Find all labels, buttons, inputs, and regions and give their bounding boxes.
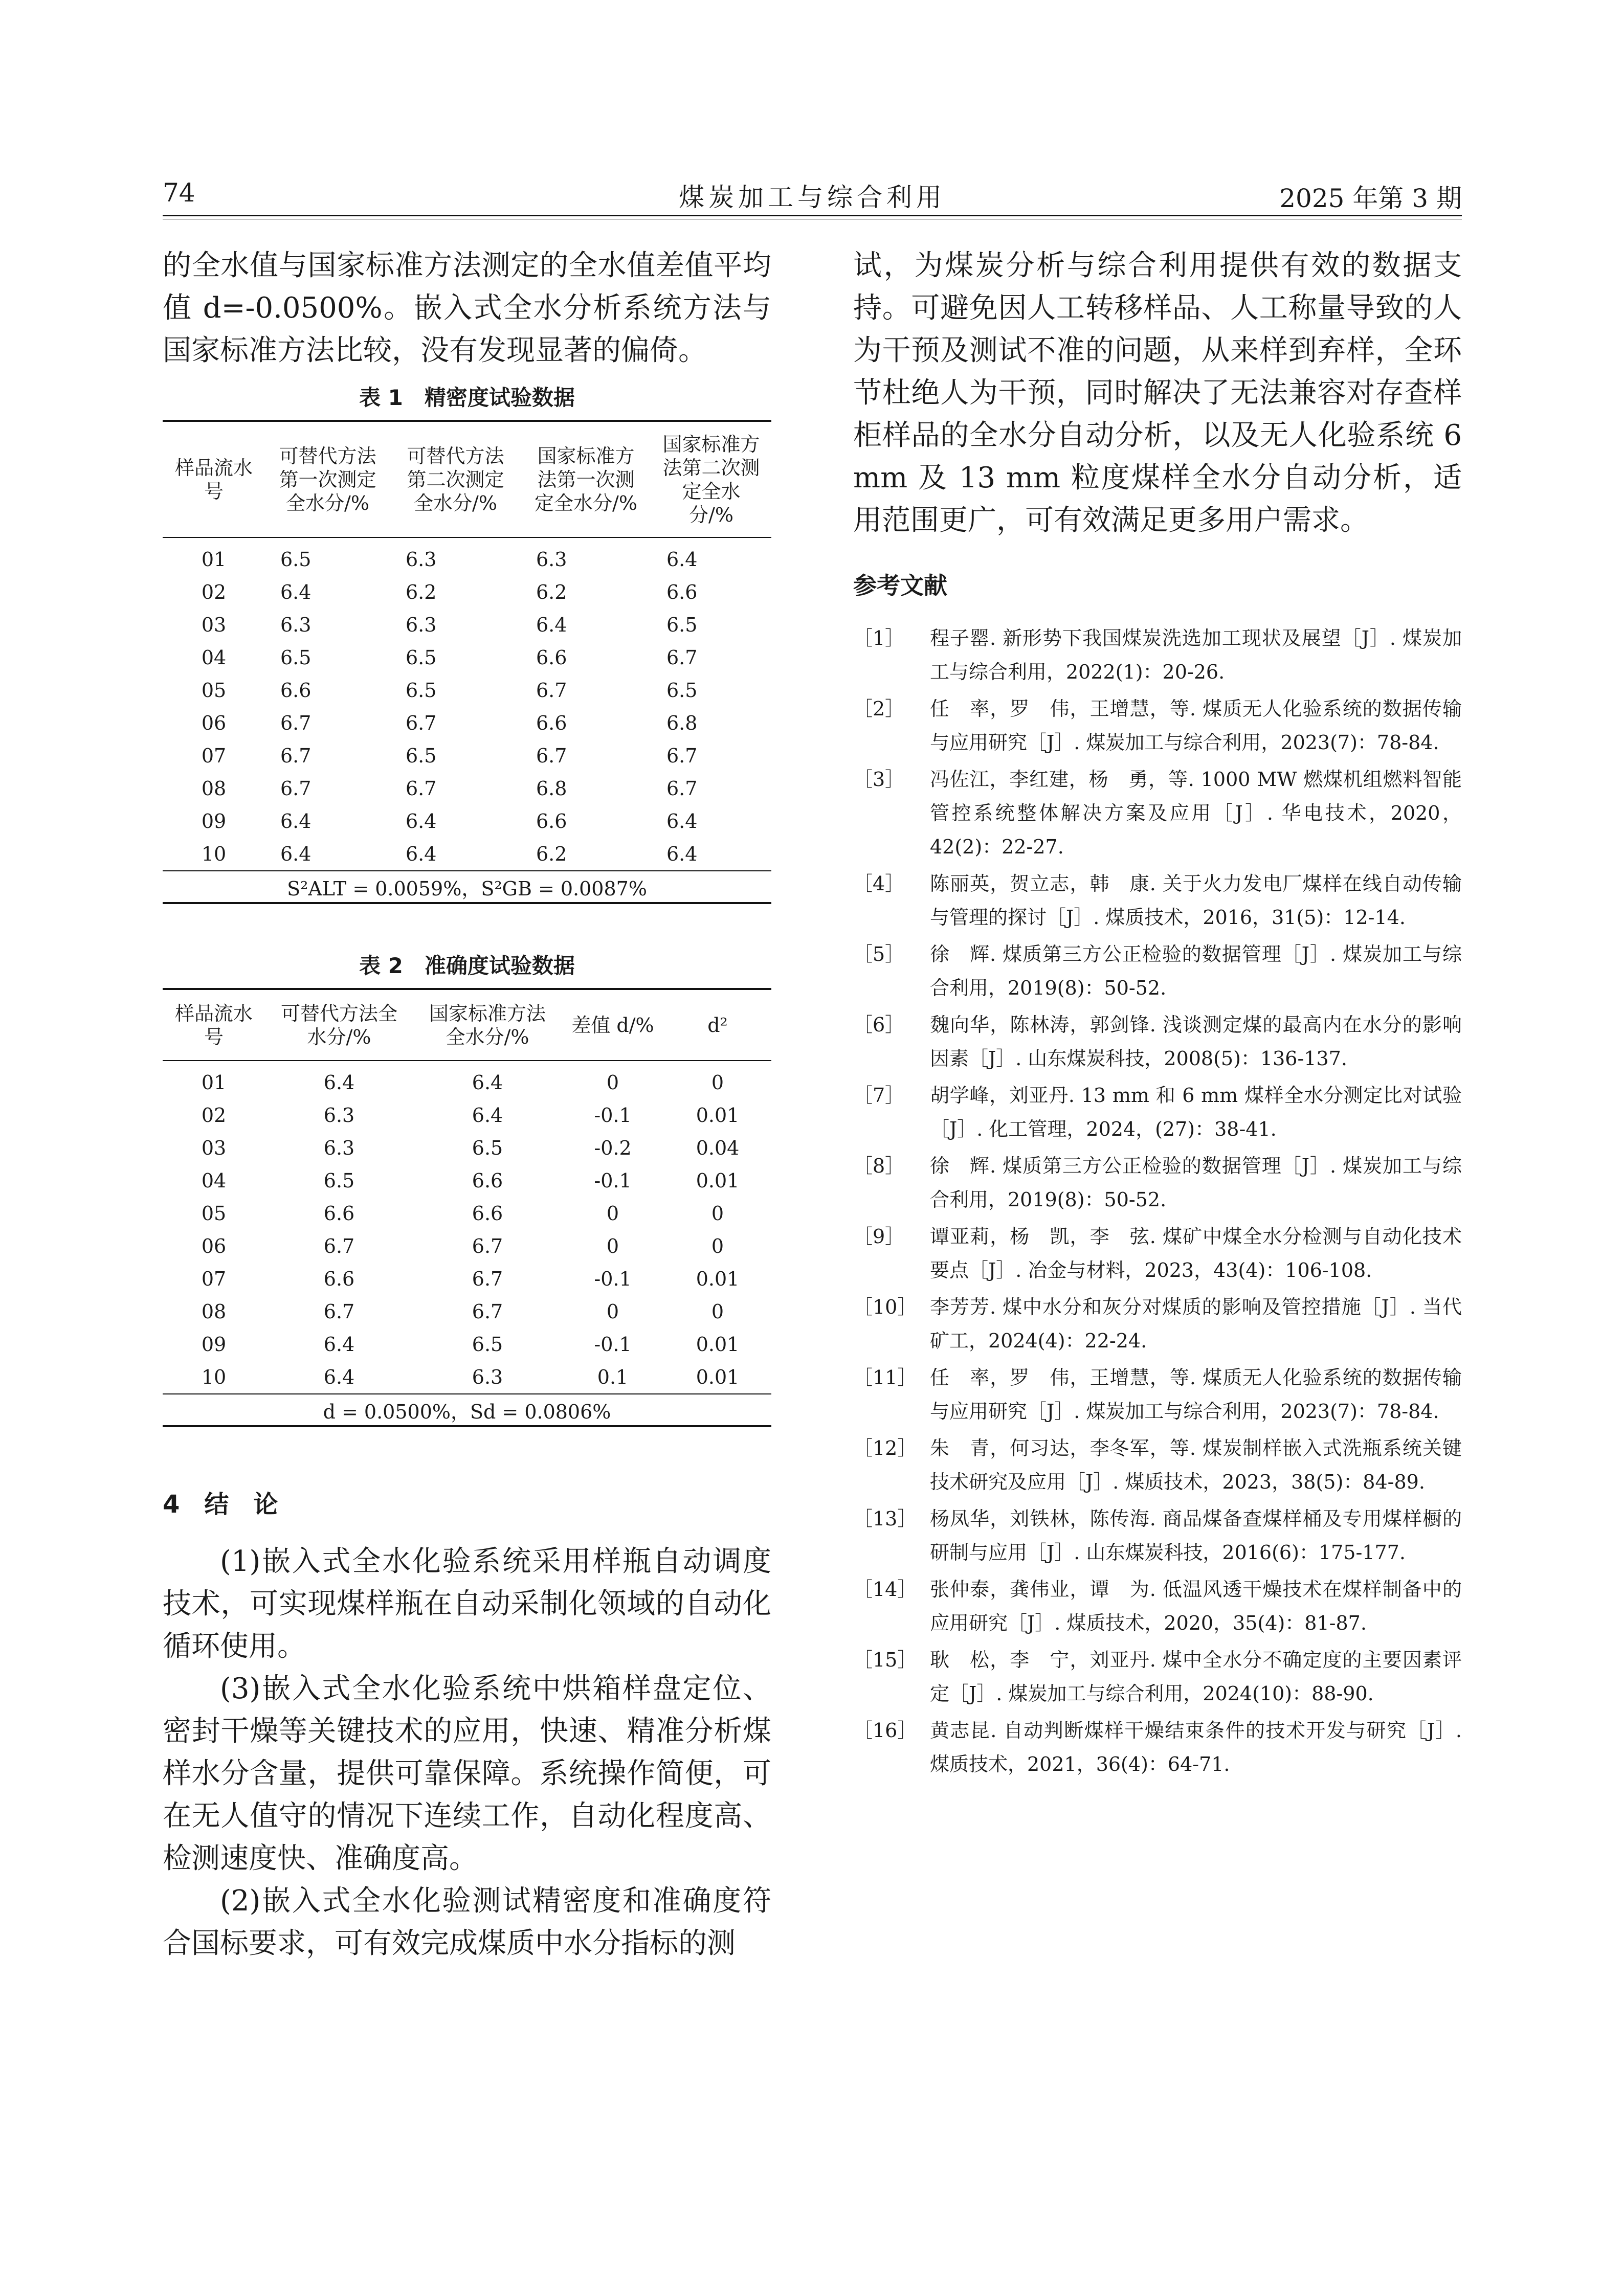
- table1-cell: 6.2: [536, 843, 567, 865]
- table1-cell: 04: [201, 646, 227, 669]
- table2-row: [163, 1061, 771, 1099]
- table1-header-row: [163, 421, 771, 537]
- conclusion-paragraph-3: (2)嵌入式全水化验测试精密度和准确度符合国标要求，可有效完成煤质中水分指标的测: [163, 1884, 771, 1960]
- issue-label: 2025 年第 3 期: [1279, 184, 1462, 213]
- table1-row: [163, 609, 771, 641]
- table1-cell: 6.7: [666, 777, 698, 800]
- journal-title: 煤炭加工与综合利用: [679, 183, 946, 212]
- reference-item: [853, 1714, 1462, 1781]
- table2-cell: 6.7: [472, 1300, 503, 1323]
- table2-cell: 6.4: [323, 1333, 355, 1356]
- reference-list: [853, 621, 1462, 1781]
- table2-cell: 0.04: [696, 1137, 740, 1159]
- table1-cell: 6.4: [406, 810, 437, 832]
- reference-item: [853, 867, 1462, 934]
- table2-row: [163, 1099, 771, 1132]
- reference-item: [853, 1008, 1462, 1075]
- table2-row: [163, 1295, 771, 1328]
- table2-cell: 0: [711, 1300, 724, 1323]
- left-intro-paragraph: 的全水值与国家标准方法测定的全水值差值平均值 d=-0.0500%。嵌入式全水分析系统方法与国家标准方法比较，没有发现显著的偏倚。: [163, 249, 771, 367]
- table1-cell: 01: [201, 548, 227, 571]
- table2-cell: 07: [201, 1268, 227, 1290]
- reference-item: [853, 1220, 1462, 1287]
- table2-row: [163, 1197, 771, 1230]
- table1-cell: 09: [201, 810, 227, 832]
- table2-cell: 0: [606, 1202, 619, 1225]
- page-number: 74: [163, 178, 195, 208]
- reference-number: ［4］: [853, 872, 905, 895]
- table2-cell: 02: [201, 1104, 227, 1127]
- reference-item: [853, 1502, 1462, 1569]
- table2-footer: d = 0.0500%，Sd = 0.0806%: [163, 1394, 771, 1426]
- table2-cell: 0: [606, 1235, 619, 1257]
- right-intro-paragraph: 试，为煤炭分析与综合利用提供有效的数据支持。可避免因人工转移样品、人工称量导致的人为干预及测试不准的问题，从来样到弃样，全环节杜绝人为干预，同时解决了无法兼容对存查样柜样品的全水分自动分析，以及无人化验系统 6 mm 及 13 mm 粒度煤样全水分自动分析，适用范围更广，可有效满足更多用户需求。: [853, 249, 1462, 537]
- table2-header-row: [163, 989, 771, 1061]
- reference-text: 任 率，罗 伟，王增慧，等. 煤质无人化验系统的数据传输与应用研究［J］. 煤炭加工与综合利用，2023(7)：78-84.: [930, 1366, 1462, 1423]
- reference-number: ［13］: [853, 1507, 917, 1530]
- table1-row: [163, 838, 771, 871]
- reference-text: 魏向华，陈林涛，郭剑锋. 浅谈测定煤的最高内在水分的影响因素［J］. 山东煤炭科技，2008(5)：136-137.: [930, 1014, 1462, 1070]
- table1-cell: 6.7: [666, 745, 698, 767]
- table1-cell: 6.7: [536, 745, 567, 767]
- reference-text: 李芳芳. 煤中水分和灰分对煤质的影响及管控措施［J］. 当代矿工，2024(4)：22-24.: [930, 1296, 1462, 1352]
- table1-row: [163, 707, 771, 739]
- table2-row: [163, 1230, 771, 1263]
- reference-text: 任 率，罗 伟，王增慧，等. 煤质无人化验系统的数据传输与应用研究［J］. 煤炭加工与综合利用，2023(7)：78-84.: [930, 697, 1462, 754]
- table2-cell: 0.1: [597, 1366, 629, 1388]
- reference-text: 冯佐江，李红建，杨 勇，等. 1000 MW 燃煤机组燃料智能管控系统整体解决方案及应用［J］. 华电技术，2020，42(2)：22-27.: [930, 768, 1462, 858]
- reference-text: 陈丽英，贺立志，韩 康. 关于火力发电厂煤样在线自动传输与管理的探讨［J］. 煤质技术，2016，31(5)：12-14.: [930, 872, 1462, 929]
- reference-number: ［14］: [853, 1578, 917, 1601]
- table2-cell: -0.1: [594, 1268, 632, 1290]
- table1-header-cell: 国家标准方法第一次测定全水分/%: [521, 421, 651, 537]
- reference-item: [853, 1149, 1462, 1217]
- reference-number: ［10］: [853, 1296, 917, 1318]
- reference-text: 程子罂. 新形势下我国煤炭洗选加工现状及展望［J］. 煤炭加工与综合利用，2022(1)：20-26.: [930, 627, 1462, 683]
- table2-cell: 0.01: [696, 1333, 740, 1356]
- table1-cell: 6.4: [666, 548, 698, 571]
- table1-cell: 6.6: [536, 810, 567, 832]
- table2-row: [163, 1263, 771, 1295]
- table1-cell: 08: [201, 777, 227, 800]
- table1-row: [163, 739, 771, 772]
- reference-text: 徐 辉. 煤质第三方公正检验的数据管理［J］. 煤炭加工与综合利用，2019(8)：50-52.: [930, 1155, 1462, 1211]
- running-header: [163, 173, 1462, 214]
- table1-header-cell: 可替代方法第一次测定全水分/%: [265, 421, 390, 537]
- table1-cell: 06: [201, 712, 227, 734]
- table1-cell: 6.3: [406, 614, 437, 636]
- table2-cell: 6.5: [472, 1137, 503, 1159]
- table2-header-cell: 样品流水号: [163, 989, 265, 1061]
- table1-cell: 6.4: [666, 810, 698, 832]
- reference-number: ［11］: [853, 1366, 917, 1389]
- table2-row: [163, 1132, 771, 1164]
- right-column: [853, 244, 1462, 1784]
- table1-cell: 6.5: [666, 679, 698, 702]
- table2-cell: 6.7: [472, 1268, 503, 1290]
- reference-number: ［1］: [853, 627, 905, 649]
- table1-row: [163, 537, 771, 576]
- table2-cell: 6.7: [323, 1235, 355, 1257]
- table1-cell: 6.3: [406, 548, 437, 571]
- table1-cell: 6.6: [536, 712, 567, 734]
- table1-cell: 6.4: [536, 614, 567, 636]
- table1-row: [163, 674, 771, 707]
- reference-item: [853, 937, 1462, 1005]
- table1-cell: 07: [201, 745, 227, 767]
- reference-item: [853, 1078, 1462, 1146]
- table2-cell: 6.4: [472, 1071, 503, 1094]
- table1-row: [163, 805, 771, 838]
- table1-cell: 10: [201, 843, 227, 865]
- table2-cell: 6.3: [323, 1104, 355, 1127]
- table1-cell: 6.6: [280, 679, 312, 702]
- table2-cell: 6.3: [323, 1137, 355, 1159]
- reference-number: ［6］: [853, 1014, 905, 1036]
- table1-cell: 6.4: [666, 843, 698, 865]
- table2-cell: -0.1: [594, 1169, 632, 1192]
- left-column: [163, 244, 771, 1965]
- table1-cell: 6.5: [406, 646, 437, 669]
- reference-number: ［3］: [853, 768, 905, 791]
- table1-cell: 6.5: [406, 679, 437, 702]
- reference-item: [853, 1572, 1462, 1640]
- table2-cell: -0.1: [594, 1333, 632, 1356]
- table2-cell: 09: [201, 1333, 227, 1356]
- table2-cell: 04: [201, 1169, 227, 1192]
- table2-header-cell: 可替代方法全水分/%: [265, 989, 413, 1061]
- table2-cell: 0: [711, 1235, 724, 1257]
- table1-row: [163, 641, 771, 674]
- table1-header-cell: 国家标准方法第二次测定全水分/%: [651, 421, 771, 537]
- table2-header-cell: 差值 d/%: [562, 989, 664, 1061]
- table1-row: [163, 576, 771, 609]
- table1-cell: 6.7: [280, 745, 312, 767]
- table1-row: [163, 772, 771, 805]
- table2-cell: 6.6: [472, 1202, 503, 1225]
- reference-number: ［5］: [853, 943, 905, 965]
- table2-cell: 6.5: [323, 1169, 355, 1192]
- table1-cell: 6.5: [280, 548, 312, 571]
- table1-cell: 6.7: [406, 712, 437, 734]
- table1-cell: 6.7: [536, 679, 567, 702]
- table2-cell: 6.4: [323, 1071, 355, 1094]
- conclusion-paragraph-2: (3)嵌入式全水化验系统中烘箱样盘定位、密封干燥等关键技术的应用，快速、精准分析煤样水分含量，提供可靠保障。系统操作简便，可在无人值守的情况下连续工作，自动化程度高、检测速度快、准确度高。: [163, 1672, 771, 1875]
- table1-cell: 6.2: [536, 581, 567, 603]
- table2-title: 表 2 准确度试验数据: [359, 953, 575, 978]
- references-heading: 参考文献: [853, 572, 947, 599]
- table1-cell: 6.7: [280, 712, 312, 734]
- table2-cell: 6.6: [323, 1268, 355, 1290]
- table1-cell: 6.6: [666, 581, 698, 603]
- reference-text: 朱 青，何习达，李冬军，等. 煤炭制样嵌入式洗瓶系统关键技术研究及应用［J］. 煤质技术，2023，38(5)：84-89.: [930, 1437, 1462, 1493]
- reference-number: ［2］: [853, 697, 905, 720]
- table2-row: [163, 1164, 771, 1197]
- reference-number: ［9］: [853, 1225, 905, 1248]
- table2-cell: 06: [201, 1235, 227, 1257]
- table2-cell: 6.4: [323, 1366, 355, 1388]
- table2-cell: 0.01: [696, 1366, 740, 1388]
- table1-cell: 6.7: [280, 777, 312, 800]
- table2-cell: 0: [711, 1202, 724, 1225]
- reference-item: [853, 1361, 1462, 1428]
- reference-item: [853, 621, 1462, 689]
- table2-cell: -0.1: [594, 1104, 632, 1127]
- table2-cell: 6.6: [472, 1169, 503, 1192]
- table1: [163, 420, 771, 904]
- table2-row: [163, 1328, 771, 1361]
- table2-cell: 05: [201, 1202, 227, 1225]
- reference-number: ［15］: [853, 1649, 917, 1671]
- table2-cell: 6.5: [472, 1333, 503, 1356]
- table1-cell: 6.5: [406, 745, 437, 767]
- table2-cell: 0.01: [696, 1268, 740, 1290]
- table2-cell: 0: [711, 1071, 724, 1094]
- table2-cell: 6.7: [323, 1300, 355, 1323]
- table2-cell: 0.01: [696, 1169, 740, 1192]
- table2-cell: 6.7: [472, 1235, 503, 1257]
- table1-cell: 6.5: [666, 614, 698, 636]
- reference-item: [853, 1290, 1462, 1358]
- reference-number: ［8］: [853, 1155, 905, 1177]
- table1-cell: 6.3: [536, 548, 567, 571]
- table2-cell: 0.01: [696, 1104, 740, 1127]
- table2-header-cell: 国家标准方法全水分/%: [413, 989, 562, 1061]
- header-rule-thick: [163, 215, 1462, 216]
- table2-row: [163, 1361, 771, 1394]
- reference-item: [853, 692, 1462, 759]
- table2-cell: 6.4: [472, 1104, 503, 1127]
- table1-cell: 03: [201, 614, 227, 636]
- reference-number: ［16］: [853, 1719, 917, 1742]
- table2-cell: 6.6: [323, 1202, 355, 1225]
- table1-header-cell: 可替代方法第二次测定全水分/%: [390, 421, 521, 537]
- table1-footer: S²ALT = 0.0059%，S²GB = 0.0087%: [163, 871, 771, 903]
- reference-text: 谭亚莉，杨 凯，李 弦. 煤矿中煤全水分检测与自动化技术要点［J］. 冶金与材料，2023，43(4)：106-108.: [930, 1225, 1462, 1281]
- table2-cell: 10: [201, 1366, 227, 1388]
- table1-cell: 6.4: [280, 843, 312, 865]
- reference-text: 胡学峰，刘亚丹. 13 mm 和 6 mm 煤样全水分测定比对试验［J］. 化工管理，2024，(27)：38-41.: [930, 1084, 1462, 1140]
- reference-text: 耿 松，李 宁，刘亚丹. 煤中全水分不确定度的主要因素评定［J］. 煤炭加工与综合利用，2024(10)：88-90.: [930, 1649, 1462, 1705]
- table1-cell: 02: [201, 581, 227, 603]
- table1-header-cell: 样品流水号: [163, 421, 265, 537]
- section4-heading: 4 结 论: [163, 1490, 278, 1519]
- reference-text: 黄志昆. 自动判断煤样干燥结束条件的技术开发与研究［J］. 煤质技术，2021，36(4)：64-71.: [930, 1719, 1462, 1775]
- section4-body: [163, 1540, 771, 1965]
- table1-cell: 6.3: [280, 614, 312, 636]
- reference-item: [853, 762, 1462, 864]
- table2-cell: 03: [201, 1137, 227, 1159]
- table1-cell: 05: [201, 679, 227, 702]
- table2-cell: 0: [606, 1300, 619, 1323]
- reference-text: 徐 辉. 煤质第三方公正检验的数据管理［J］. 煤炭加工与综合利用，2019(8)：50-52.: [930, 943, 1462, 999]
- table1-cell: 6.6: [536, 646, 567, 669]
- reference-text: 张仲泰，龚伟业，谭 为. 低温风透干燥技术在煤样制备中的应用研究［J］. 煤质技术，2020，35(4)：81-87.: [930, 1578, 1462, 1634]
- table2: [163, 988, 771, 1427]
- table1-cell: 6.2: [406, 581, 437, 603]
- table1-cell: 6.8: [666, 712, 698, 734]
- table1-cell: 6.7: [406, 777, 437, 800]
- reference-item: [853, 1431, 1462, 1499]
- table1-cell: 6.5: [280, 646, 312, 669]
- table2-cell: 01: [201, 1071, 227, 1094]
- conclusion-paragraph-1: (1)嵌入式全水化验系统采用样瓶自动调度技术，可实现煤样瓶在自动采制化领域的自动化循环使用。: [163, 1545, 771, 1663]
- table1-cell: 6.8: [536, 777, 567, 800]
- table1-cell: 6.4: [280, 810, 312, 832]
- table1-cell: 6.4: [280, 581, 312, 603]
- table1-cell: 6.7: [666, 646, 698, 669]
- table1-cell: 6.4: [406, 843, 437, 865]
- table2-cell: 08: [201, 1300, 227, 1323]
- reference-number: ［12］: [853, 1437, 917, 1459]
- table2-cell: 6.3: [472, 1366, 503, 1388]
- table2-cell: 0: [606, 1071, 619, 1094]
- reference-item: [853, 1643, 1462, 1710]
- table2-header-cell: d²: [664, 989, 771, 1061]
- table1-title: 表 1 精密度试验数据: [359, 385, 575, 410]
- table2-cell: -0.2: [594, 1137, 632, 1159]
- reference-text: 杨凤华，刘铁林，陈传海. 商品煤备查煤样桶及专用煤样橱的研制与应用［J］. 山东煤炭科技，2016(6)：175-177.: [930, 1507, 1462, 1564]
- reference-number: ［7］: [853, 1084, 905, 1107]
